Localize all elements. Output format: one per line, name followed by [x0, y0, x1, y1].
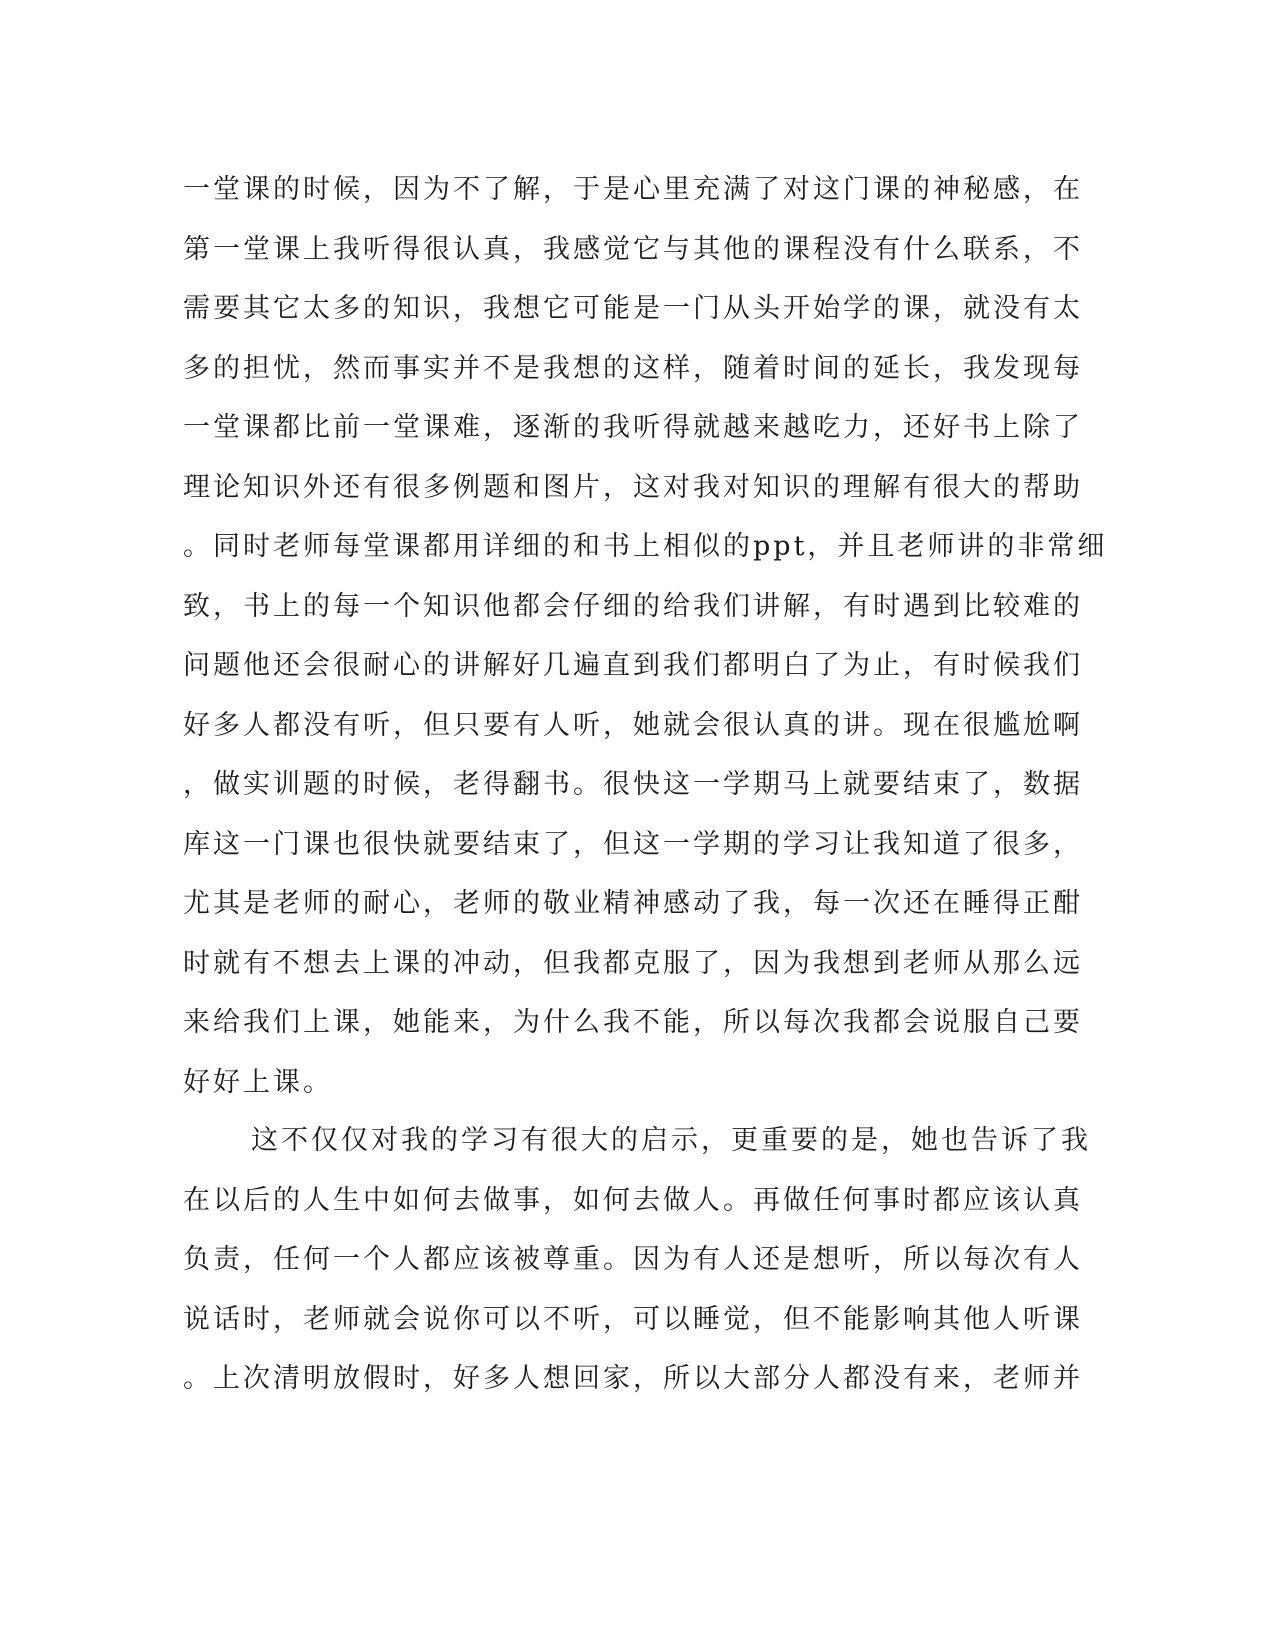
text-line: 一堂课都比前一堂课难，逐渐的我听得就越来越吃力，还好书上除了 [183, 412, 1083, 443]
text-line: 一堂课的时候，因为不了解，于是心里充满了对这门课的神秘感，在 [183, 174, 1083, 205]
text-line: 问题他还会很耐心的讲解好几遍直到我们都明白了为止，有时候我们 [183, 650, 1083, 681]
text-line: 。上次清明放假时，好多人想回家，所以大部分人都没有来，老师并 [183, 1363, 1083, 1394]
text-line: 第一堂课上我听得很认真，我感觉它与其他的课程没有什么联系，不 [183, 233, 1083, 265]
text-line: 时就有不想去上课的冲动，但我都克服了，因为我想到老师从那么远 [183, 947, 1083, 979]
text-line: 说话时，老师就会说你可以不听，可以睡觉，但不能影响其他人听课 [183, 1303, 1083, 1335]
text-line: 尤其是老师的耐心，老师的敬业精神感动了我，每一次还在睡得正酣 [183, 888, 1083, 919]
text-line: 。同时老师每堂课都用详细的和书上相似的ppt，并且老师讲的非常细 [183, 531, 1108, 562]
text-line: 负责，任何一个人都应该被尊重。因为有人还是想听，所以每次有人 [183, 1244, 1083, 1275]
text-line: 理论知识外还有很多例题和图片，这对我对知识的理解有很大的帮助 [183, 471, 1083, 503]
text-line: 在以后的人生中如何去做事，如何去做人。再做任何事时都应该认真 [183, 1184, 1083, 1216]
text-line: 好多人都没有听，但只要有人听，她就会很认真的讲。现在很尴尬啊 [183, 709, 1083, 741]
text-line: ，做实训题的时候，老得翻书。很快这一学期马上就要结束了，数据 [183, 769, 1083, 800]
text-line: 好好上课。 [183, 1066, 333, 1098]
paragraph-2 [183, 1111, 1091, 1409]
paragraph-1 [183, 160, 1108, 1112]
text-line: 库这一门课也很快就要结束了，但这一学期的学习让我知道了很多， [183, 828, 1083, 860]
text-line: 这不仅仅对我的学习有很大的启示，更重要的是，她也告诉了我 [251, 1125, 1091, 1156]
text-line: 需要其它太多的知识，我想它可能是一门从头开始学的课，就没有太 [183, 293, 1083, 324]
text-line: 多的担忧，然而事实并不是我想的这样，随着时间的延长，我发现每 [183, 352, 1083, 384]
text-line: 致，书上的每一个知识他都会仔细的给我们讲解，有时遇到比较难的 [183, 590, 1083, 622]
text-line: 来给我们上课，她能来，为什么我不能，所以每次我都会说服自己要 [183, 1007, 1083, 1038]
